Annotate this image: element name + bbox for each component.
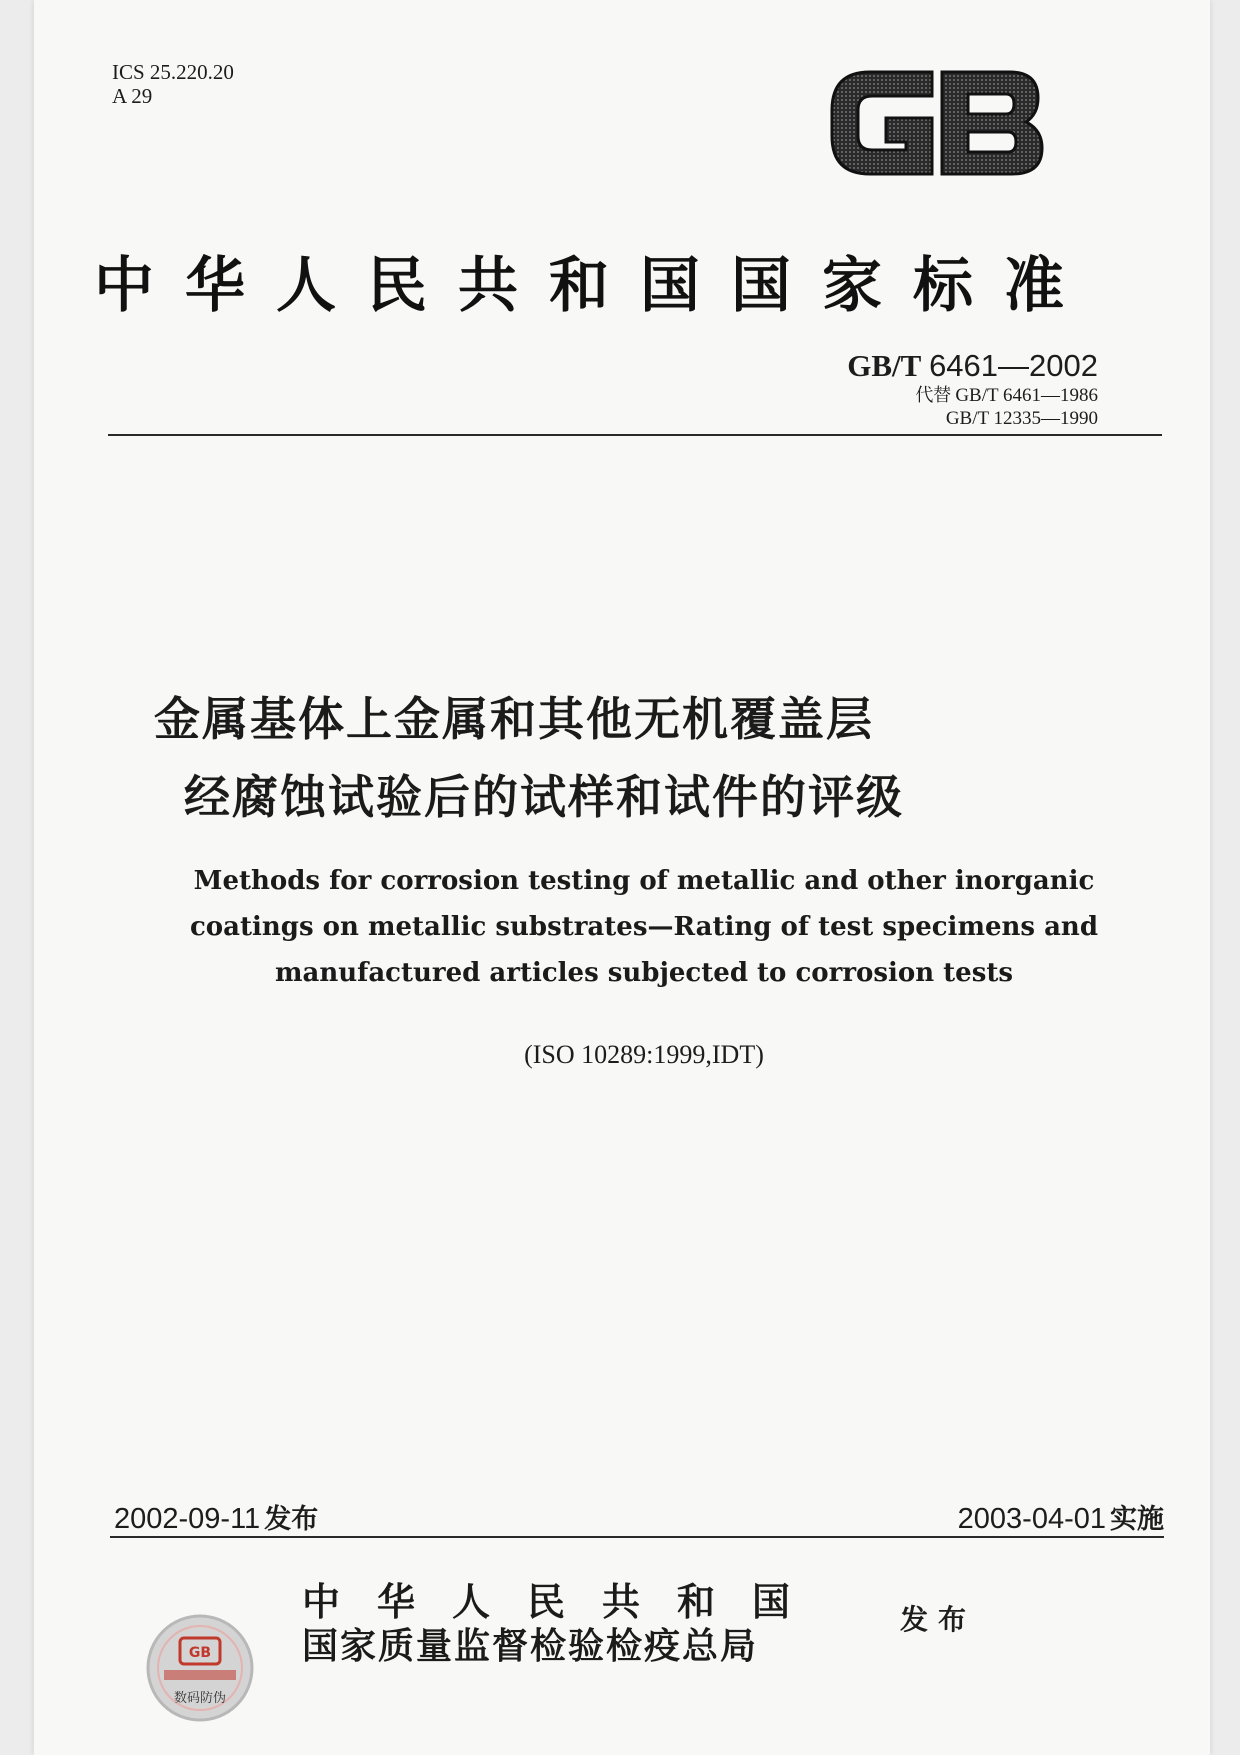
issue-label: 发布 xyxy=(264,1504,319,1535)
gb-logo-icon xyxy=(824,58,1049,188)
ics-code: ICS 25.220.20 xyxy=(112,60,234,84)
iso-reference: (ISO 10289:1999,IDT) xyxy=(524,1040,764,1069)
anti-counterfeit-seal-icon xyxy=(144,1612,256,1724)
effective-date: 2003-04-01 xyxy=(957,1503,1106,1535)
replaces-standard-2: GB/T 12335—1990 xyxy=(945,408,1098,429)
replaces-line-2 xyxy=(847,407,1098,430)
english-title xyxy=(154,858,1134,996)
svg-text:GB: GB xyxy=(188,1645,212,1661)
replaces-label: 代替 xyxy=(915,385,952,406)
english-title-line-2: coatings on metallic substrates—Rating of test specimens and xyxy=(189,912,1099,942)
issuer-line-1: 中华人民共和国 xyxy=(302,1579,828,1624)
header-divider xyxy=(108,434,1162,436)
national-standard-title: 中华人民共和国国家标准 xyxy=(94,251,1095,321)
document-page xyxy=(34,0,1210,1755)
issuer-line-2: 国家质量监督检验检疫总局 xyxy=(302,1625,759,1667)
issue-date: 2002-09-11 xyxy=(114,1503,261,1535)
standard-number-value: 6461—2002 xyxy=(929,348,1098,383)
replaces-line-1 xyxy=(847,384,1098,407)
svg-text:数码防伪: 数码防伪 xyxy=(173,1691,227,1706)
ccs-code: A 29 xyxy=(112,84,153,108)
standard-number-block xyxy=(847,348,1098,430)
footer-divider xyxy=(110,1536,1164,1538)
dates-row xyxy=(110,1497,1164,1537)
standard-number xyxy=(847,348,1098,384)
english-title-line-3: manufactured articles subjected to corrosion tests xyxy=(274,958,1014,988)
replaces-standard-1: GB/T 6461—1986 xyxy=(955,385,1098,406)
chinese-title-line-2: 经腐蚀试验后的试样和试件的评级 xyxy=(184,770,904,824)
publish-label: 发布 xyxy=(900,1603,977,1636)
chinese-title xyxy=(154,680,1134,836)
effective-label: 实施 xyxy=(1110,1504,1164,1535)
english-title-line-1: Methods for corrosion testing of metallic and other inorganic xyxy=(193,866,1095,896)
effective-date-group xyxy=(958,1497,1164,1536)
standard-prefix: GB/T xyxy=(847,348,922,383)
issue-date-group xyxy=(114,1497,318,1536)
issuing-authority xyxy=(302,1580,827,1668)
chinese-title-line-1: 金属基体上金属和其他无机覆盖层 xyxy=(154,692,874,746)
classification-codes xyxy=(112,60,234,108)
